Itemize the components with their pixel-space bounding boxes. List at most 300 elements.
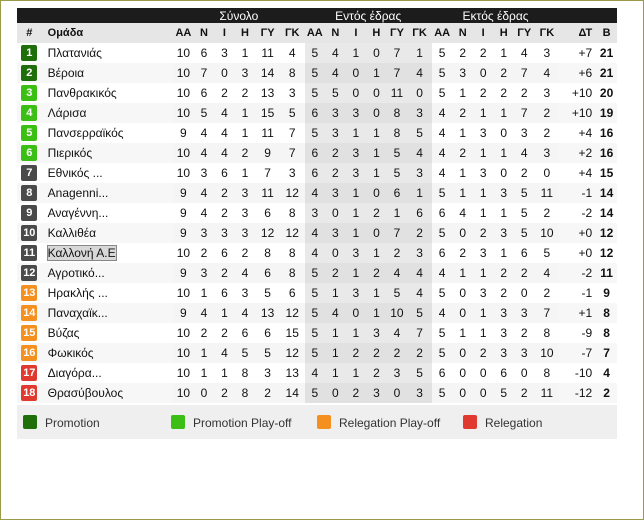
total-stat-cell: 1 (235, 123, 256, 143)
away-stat-cell: 2 (452, 43, 473, 63)
total-stat-cell: 8 (235, 383, 256, 403)
home-stat-cell: 10 (387, 303, 408, 323)
total-stat-cell: 9 (173, 263, 194, 283)
total-stat-cell: 4 (194, 123, 215, 143)
col-header-away-5: ΓΚ (535, 23, 560, 43)
home-stat-cell: 4 (325, 63, 346, 83)
team-name-link[interactable]: Αναγέννη... (47, 206, 109, 220)
home-stat-cell: 5 (407, 363, 432, 383)
away-stat-cell: 2 (473, 43, 494, 63)
away-stat-cell: 0 (493, 163, 514, 183)
table-row[interactable] (17, 383, 617, 403)
home-stat-cell: 1 (325, 363, 346, 383)
team-name-link[interactable]: Καλλονή Α.Ε (47, 246, 116, 260)
goal-diff-cell: +2 (559, 143, 596, 163)
table-row[interactable] (17, 223, 617, 243)
away-stat-cell: 11 (535, 183, 560, 203)
away-stat-cell: 10 (535, 223, 560, 243)
away-stat-cell: 4 (432, 163, 453, 183)
total-stat-cell: 3 (235, 223, 256, 243)
home-stat-cell: 2 (325, 143, 346, 163)
total-stat-cell: 2 (214, 203, 235, 223)
away-stat-cell: 1 (452, 123, 473, 143)
away-stat-cell: 0 (452, 223, 473, 243)
goal-diff-cell: +4 (559, 163, 596, 183)
away-stat-cell: 1 (473, 183, 494, 203)
home-stat-cell: 3 (325, 183, 346, 203)
total-stat-cell: 4 (214, 123, 235, 143)
team-name-cell (42, 263, 173, 283)
home-stat-cell: 1 (346, 223, 367, 243)
table-row[interactable] (17, 163, 617, 183)
col-header-rank: # (17, 23, 42, 43)
home-stat-cell: 3 (325, 223, 346, 243)
home-stat-cell: 5 (305, 123, 326, 143)
team-name-link[interactable]: Πανθρακικός (47, 86, 117, 100)
rank-cell (17, 223, 42, 243)
home-stat-cell: 5 (325, 83, 346, 103)
rank-badge: 2 (21, 65, 37, 81)
points-cell: 14 (596, 203, 617, 223)
away-stat-cell: 2 (514, 383, 535, 403)
away-stat-cell: 2 (514, 323, 535, 343)
table-row[interactable] (17, 123, 617, 143)
team-name-link[interactable]: Πλατανιάς (47, 46, 102, 60)
away-stat-cell: 5 (514, 183, 535, 203)
points-cell: 7 (596, 343, 617, 363)
team-name-link[interactable]: Καλλιθέα (47, 226, 97, 240)
away-stat-cell: 0 (473, 63, 494, 83)
away-stat-cell: 3 (452, 63, 473, 83)
total-stat-cell: 12 (280, 183, 305, 203)
table-row[interactable] (17, 283, 617, 303)
col-header-total-2: Ι (214, 23, 235, 43)
standings-body (17, 43, 617, 403)
home-stat-cell: 5 (305, 323, 326, 343)
home-stat-cell: 1 (346, 363, 367, 383)
total-stat-cell: 3 (280, 83, 305, 103)
away-stat-cell: 8 (535, 363, 560, 383)
total-stat-cell: 2 (214, 263, 235, 283)
total-stat-cell: 3 (235, 63, 256, 83)
away-stat-cell: 2 (535, 103, 560, 123)
total-stat-cell: 4 (194, 203, 215, 223)
team-name-link[interactable]: Πιερικός (47, 146, 93, 160)
total-stat-cell: 2 (235, 143, 256, 163)
home-stat-cell: 3 (346, 163, 367, 183)
table-row[interactable] (17, 63, 617, 83)
home-stat-cell: 5 (305, 343, 326, 363)
home-stat-cell: 0 (325, 383, 346, 403)
col-header-home-0: ΑΑ (305, 23, 326, 43)
away-stat-cell: 3 (535, 83, 560, 103)
legend-label: Promotion Play-off (193, 416, 292, 430)
team-name-cell (42, 343, 173, 363)
team-name-cell (42, 103, 173, 123)
home-stat-cell: 2 (325, 163, 346, 183)
table-row[interactable] (17, 363, 617, 383)
total-stat-cell: 13 (255, 303, 280, 323)
away-stat-cell: 0 (452, 343, 473, 363)
away-stat-cell: 3 (514, 303, 535, 323)
team-name-link[interactable]: Anagenni... (47, 186, 109, 200)
total-stat-cell: 4 (214, 143, 235, 163)
table-row[interactable] (17, 43, 617, 63)
points-cell: 15 (596, 163, 617, 183)
total-stat-cell: 0 (194, 383, 215, 403)
legend-item-promotion-playoff (171, 415, 292, 430)
table-row[interactable] (17, 303, 617, 323)
points-cell: 12 (596, 243, 617, 263)
home-stat-cell: 8 (387, 123, 408, 143)
total-stat-cell: 10 (173, 383, 194, 403)
total-stat-cell: 11 (255, 43, 280, 63)
team-name-link[interactable]: Εθνικός ... (47, 166, 103, 180)
col-header-total-5: ΓΚ (280, 23, 305, 43)
away-stat-cell: 1 (493, 43, 514, 63)
total-stat-cell: 8 (280, 243, 305, 263)
home-stat-cell: 7 (387, 43, 408, 63)
home-stat-cell: 3 (325, 103, 346, 123)
total-stat-cell: 3 (235, 283, 256, 303)
total-stat-cell: 6 (280, 283, 305, 303)
total-stat-cell: 2 (214, 323, 235, 343)
home-stat-cell: 3 (325, 123, 346, 143)
points-cell: 21 (596, 63, 617, 83)
rank-badge: 7 (21, 165, 37, 181)
team-name-link[interactable]: Βέροια (47, 66, 85, 80)
total-stat-cell: 4 (194, 183, 215, 203)
home-stat-cell: 0 (407, 83, 432, 103)
away-stat-cell: 2 (535, 123, 560, 143)
away-stat-cell: 3 (514, 343, 535, 363)
home-stat-cell: 2 (346, 383, 367, 403)
home-stat-cell: 2 (366, 263, 387, 283)
home-stat-cell: 7 (387, 63, 408, 83)
home-stat-cell: 0 (346, 303, 367, 323)
total-stat-cell: 11 (255, 183, 280, 203)
home-stat-cell: 1 (346, 123, 367, 143)
group-header-blank (17, 8, 173, 23)
total-stat-cell: 9 (173, 203, 194, 223)
away-stat-cell: 6 (514, 243, 535, 263)
home-stat-cell: 6 (305, 163, 326, 183)
legend-swatch (463, 415, 477, 429)
team-name-cell (42, 283, 173, 303)
group-header-away: Εκτός έδρας (432, 8, 559, 23)
rank-cell (17, 103, 42, 123)
away-stat-cell: 6 (432, 243, 453, 263)
total-stat-cell: 2 (214, 83, 235, 103)
total-stat-cell: 9 (173, 123, 194, 143)
total-stat-cell: 1 (235, 103, 256, 123)
away-stat-cell: 7 (535, 303, 560, 323)
total-stat-cell: 7 (280, 143, 305, 163)
group-header-row (17, 8, 617, 23)
away-stat-cell: 2 (493, 263, 514, 283)
table-row[interactable] (17, 183, 617, 203)
total-stat-cell: 1 (235, 43, 256, 63)
total-stat-cell: 6 (214, 163, 235, 183)
away-stat-cell: 5 (432, 283, 453, 303)
home-stat-cell: 4 (305, 183, 326, 203)
total-stat-cell: 2 (235, 243, 256, 263)
points-cell: 14 (596, 183, 617, 203)
total-stat-cell: 3 (235, 183, 256, 203)
table-row[interactable] (17, 103, 617, 123)
total-stat-cell: 2 (194, 243, 215, 263)
points-cell: 8 (596, 323, 617, 343)
home-stat-cell: 4 (305, 363, 326, 383)
total-stat-cell: 1 (194, 343, 215, 363)
total-stat-cell: 3 (194, 223, 215, 243)
away-stat-cell: 0 (493, 123, 514, 143)
home-stat-cell: 6 (305, 103, 326, 123)
home-stat-cell: 4 (305, 223, 326, 243)
team-name-cell (42, 303, 173, 323)
team-name-cell (42, 383, 173, 403)
team-name-cell (42, 123, 173, 143)
total-stat-cell: 6 (255, 203, 280, 223)
away-stat-cell: 3 (473, 123, 494, 143)
away-stat-cell: 5 (432, 383, 453, 403)
away-stat-cell: 4 (432, 123, 453, 143)
away-stat-cell: 1 (473, 303, 494, 323)
total-stat-cell: 12 (280, 343, 305, 363)
total-stat-cell: 8 (235, 363, 256, 383)
total-stat-cell: 10 (173, 103, 194, 123)
total-stat-cell: 7 (280, 123, 305, 143)
home-stat-cell: 5 (407, 303, 432, 323)
team-name-cell (42, 323, 173, 343)
home-stat-cell: 3 (346, 243, 367, 263)
points-cell: 4 (596, 363, 617, 383)
home-stat-cell: 2 (387, 343, 408, 363)
away-stat-cell: 2 (514, 163, 535, 183)
total-stat-cell: 10 (173, 83, 194, 103)
table-row[interactable] (17, 203, 617, 223)
away-stat-cell: 1 (473, 203, 494, 223)
total-stat-cell: 13 (280, 363, 305, 383)
total-stat-cell: 3 (214, 223, 235, 243)
away-stat-cell: 1 (493, 243, 514, 263)
home-stat-cell: 0 (346, 63, 367, 83)
home-stat-cell: 5 (305, 83, 326, 103)
col-header-away-2: Ι (473, 23, 494, 43)
home-stat-cell: 5 (305, 263, 326, 283)
away-stat-cell: 3 (493, 183, 514, 203)
table-row[interactable] (17, 343, 617, 363)
legend (17, 405, 617, 439)
team-name-link[interactable]: Ηρακλής ... (47, 286, 108, 300)
away-stat-cell: 0 (535, 163, 560, 183)
home-stat-cell: 3 (387, 363, 408, 383)
table-row[interactable] (17, 243, 617, 263)
col-header-away-3: Η (493, 23, 514, 43)
table-row[interactable] (17, 83, 617, 103)
away-stat-cell: 1 (452, 323, 473, 343)
home-stat-cell: 8 (387, 103, 408, 123)
home-stat-cell: 5 (387, 143, 408, 163)
away-stat-cell: 1 (493, 203, 514, 223)
goal-diff-cell: +10 (559, 103, 596, 123)
team-name-link[interactable]: Φωκικός (47, 346, 94, 360)
total-stat-cell: 11 (255, 123, 280, 143)
home-stat-cell: 5 (305, 283, 326, 303)
col-header-away-1: Ν (452, 23, 473, 43)
rank-cell (17, 363, 42, 383)
total-stat-cell: 2 (214, 183, 235, 203)
home-stat-cell: 0 (366, 223, 387, 243)
home-stat-cell: 1 (366, 143, 387, 163)
total-stat-cell: 4 (235, 303, 256, 323)
table-row[interactable] (17, 143, 617, 163)
col-header-home-5: ΓΚ (407, 23, 432, 43)
home-stat-cell: 1 (407, 43, 432, 63)
total-stat-cell: 5 (280, 103, 305, 123)
rank-badge: 18 (23, 387, 36, 399)
home-stat-cell: 2 (387, 243, 408, 263)
team-name-cell (42, 83, 173, 103)
home-stat-cell: 2 (346, 343, 367, 363)
col-header-home-1: Ν (325, 23, 346, 43)
total-stat-cell: 3 (194, 263, 215, 283)
total-stat-cell: 5 (194, 103, 215, 123)
col-header-away-4: ΓΥ (514, 23, 535, 43)
legend-item-promotion (23, 415, 100, 430)
team-name-cell (42, 43, 173, 63)
away-stat-cell: 1 (493, 103, 514, 123)
home-stat-cell: 1 (366, 123, 387, 143)
rank-cell (17, 383, 42, 403)
col-header-total-1: Ν (194, 23, 215, 43)
away-stat-cell: 4 (432, 103, 453, 123)
team-name-link[interactable]: Παναχαϊκ... (47, 306, 108, 320)
home-stat-cell: 2 (325, 263, 346, 283)
away-stat-cell: 0 (452, 363, 473, 383)
team-name-cell (42, 183, 173, 203)
total-stat-cell: 5 (235, 343, 256, 363)
legend-swatch (317, 415, 331, 429)
team-name-cell (42, 163, 173, 183)
home-stat-cell: 7 (387, 223, 408, 243)
team-name-cell (42, 363, 173, 383)
away-stat-cell: 3 (473, 163, 494, 183)
rank-badge: 8 (21, 185, 37, 201)
total-stat-cell: 2 (194, 323, 215, 343)
away-stat-cell: 0 (514, 363, 535, 383)
points-cell: 16 (596, 143, 617, 163)
home-stat-cell: 1 (366, 243, 387, 263)
total-stat-cell: 2 (214, 383, 235, 403)
table-row[interactable] (17, 263, 617, 283)
away-stat-cell: 1 (452, 163, 473, 183)
home-stat-cell: 1 (366, 283, 387, 303)
goal-diff-cell: -2 (559, 263, 596, 283)
home-stat-cell: 4 (325, 303, 346, 323)
home-stat-cell: 5 (407, 123, 432, 143)
away-stat-cell: 3 (473, 283, 494, 303)
home-stat-cell: 4 (407, 143, 432, 163)
total-stat-cell: 10 (173, 323, 194, 343)
team-name-link[interactable]: Διαγόρα... (47, 366, 102, 380)
home-stat-cell: 1 (346, 323, 367, 343)
points-cell: 19 (596, 103, 617, 123)
away-stat-cell: 5 (432, 183, 453, 203)
away-stat-cell: 1 (473, 103, 494, 123)
home-stat-cell: 7 (407, 323, 432, 343)
standings-table (17, 8, 617, 403)
total-stat-cell: 12 (255, 223, 280, 243)
goal-diff-cell: -1 (559, 283, 596, 303)
home-stat-cell: 3 (407, 243, 432, 263)
away-stat-cell: 5 (432, 63, 453, 83)
team-name-link[interactable]: Λάρισα (47, 106, 87, 120)
team-name-link[interactable]: Αγροτικό... (47, 266, 105, 280)
rank-cell (17, 343, 42, 363)
team-name-cell (42, 243, 173, 263)
total-stat-cell: 0 (214, 63, 235, 83)
away-stat-cell: 4 (432, 143, 453, 163)
points-cell: 2 (596, 383, 617, 403)
legend-label: Relegation Play-off (339, 416, 441, 430)
total-stat-cell: 2 (235, 83, 256, 103)
away-stat-cell: 2 (473, 223, 494, 243)
away-stat-cell: 3 (493, 323, 514, 343)
total-stat-cell: 9 (173, 183, 194, 203)
home-stat-cell: 5 (305, 383, 326, 403)
rank-badge: 9 (21, 205, 37, 221)
home-stat-cell: 0 (346, 83, 367, 103)
away-stat-cell: 10 (535, 343, 560, 363)
col-header-home-4: ΓΥ (387, 23, 408, 43)
total-stat-cell: 6 (235, 323, 256, 343)
points-cell: 12 (596, 223, 617, 243)
team-name-link[interactable]: Θρασύβουλος (47, 386, 124, 400)
away-stat-cell: 4 (452, 203, 473, 223)
home-stat-cell: 5 (305, 63, 326, 83)
col-header-total-3: Η (235, 23, 256, 43)
team-name-link[interactable]: Πανσερραϊκός (47, 126, 124, 140)
home-stat-cell: 0 (366, 43, 387, 63)
home-stat-cell: 2 (366, 343, 387, 363)
column-header-row (17, 23, 617, 43)
rank-cell (17, 323, 42, 343)
table-row[interactable] (17, 323, 617, 343)
away-stat-cell: 1 (493, 143, 514, 163)
total-stat-cell: 1 (194, 363, 215, 383)
away-stat-cell: 0 (514, 283, 535, 303)
home-stat-cell: 3 (346, 103, 367, 123)
rank-badge: 6 (21, 145, 37, 161)
goal-diff-cell: +6 (559, 63, 596, 83)
away-stat-cell: 2 (493, 283, 514, 303)
away-stat-cell: 0 (473, 363, 494, 383)
total-stat-cell: 3 (255, 363, 280, 383)
away-stat-cell: 2 (514, 263, 535, 283)
rank-cell (17, 143, 42, 163)
team-name-cell (42, 223, 173, 243)
away-stat-cell: 2 (535, 203, 560, 223)
away-stat-cell: 5 (432, 323, 453, 343)
total-stat-cell: 10 (173, 143, 194, 163)
col-header-total-4: ΓΥ (255, 23, 280, 43)
home-stat-cell: 4 (387, 263, 408, 283)
total-stat-cell: 3 (214, 43, 235, 63)
team-name-link[interactable]: Βύζας (47, 326, 80, 340)
away-stat-cell: 5 (514, 223, 535, 243)
home-stat-cell: 0 (325, 243, 346, 263)
